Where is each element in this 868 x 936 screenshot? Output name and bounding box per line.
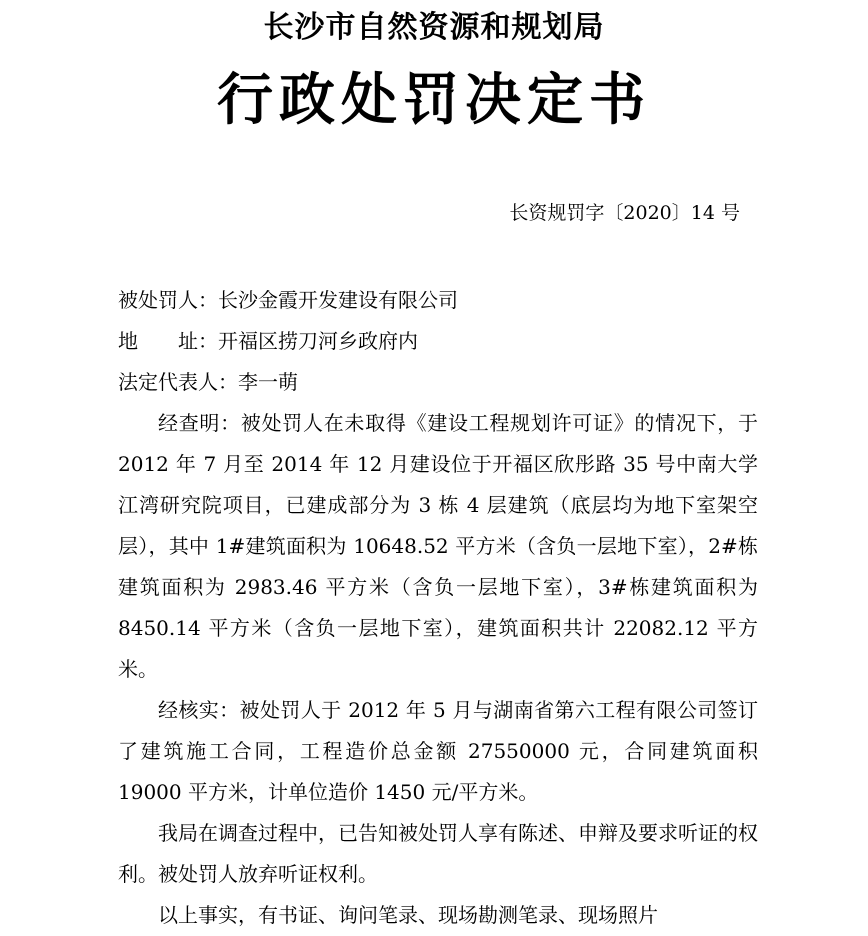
party-name-value: 长沙金霞开发建设有限公司 (218, 288, 458, 312)
party-address-label: 地 址： (118, 329, 218, 353)
evidence-paragraph: 以上事实，有书证、询问笔录、现场勘测笔录、现场照片 (158, 903, 658, 927)
document-number: 长资规罚字〔2020〕14 号 (509, 202, 740, 224)
legal-representative-label: 法定代表人： (118, 370, 238, 394)
party-name-line (118, 280, 758, 321)
legal-representative-value: 李一萌 (238, 370, 298, 394)
party-address-line (118, 321, 758, 362)
document-body (118, 280, 758, 936)
verification-paragraph: 经核实：被处罚人于 2012 年 5 月与湖南省第六工程有限公司签订了建筑施工合同，工程造价总金额 27550000 元，合同建筑面积 19000 平方米，计单位造价 1450 元/平方米。 (118, 698, 758, 804)
party-address-value: 开福区捞刀河乡政府内 (218, 329, 418, 353)
party-name-label: 被处罚人： (118, 288, 218, 312)
legal-representative-line (118, 362, 758, 403)
hearing-rights-paragraph: 我局在调查过程中，已告知被处罚人享有陈述、申辩及要求听证的权利。被处罚人放弃听证权利。 (118, 821, 758, 886)
findings-paragraph: 经查明：被处罚人在未取得《建设工程规划许可证》的情况下，于 2012 年 7 月至 2014 年 12 月建设位于开福区欣彤路 35 号中南大学江湾研究院项目，已建成部分为 3 栋 4 层建筑（底层均为地下室架空层），其中 1#建筑面积为 10648.52 平方米（含负一层地下室），2#栋建筑面积为 2983.46 平方米（含负一层地下室），3#栋建筑面积为 8450.14 平方米（含负一层地下室），建筑面积共计 22082.12 平方米。 (118, 411, 758, 681)
issuing-authority: 长沙市自然资源和规划局 (263, 10, 605, 45)
document-title: 行政处罚决定书 (217, 67, 651, 133)
